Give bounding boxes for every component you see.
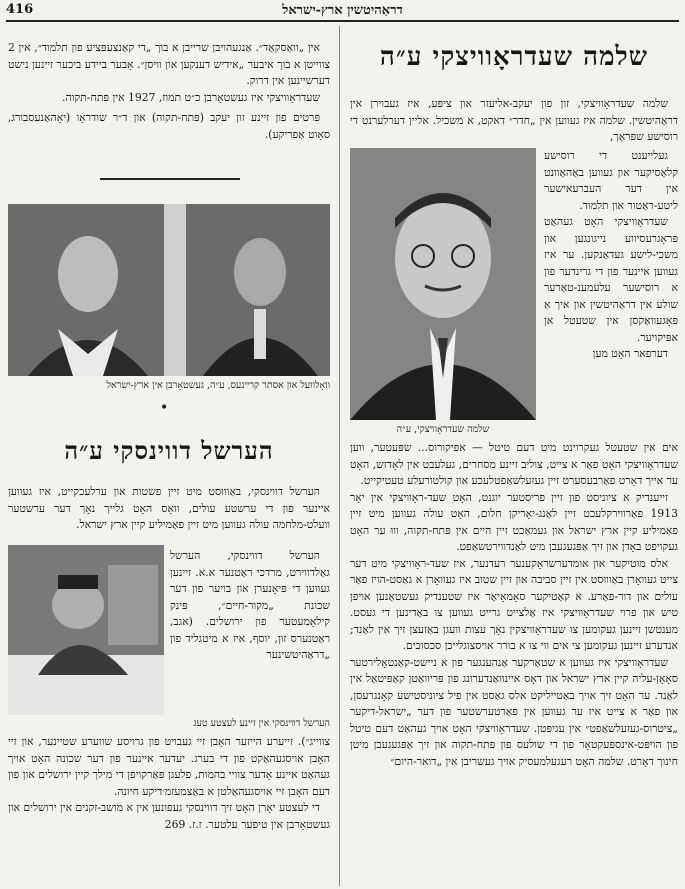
article-two-intro: [8, 484, 330, 534]
article-one-paragraph: אים אין שטעטל געקרוינט מיט דעם טיטל — אפּיקורוס... שפּעטער, ווען שעדראָוויצקי האָט פאַר א צייט, צוליב זיינע מסחרים, געלעבט אין לאָדזש, האָט ער אייך דאָרט פאַרבעסערט זיין געזעלשאַפטלעכע און קולטורעלע טעטיקייט.: [350, 441, 678, 487]
article-one-body: [350, 440, 678, 770]
top-left-continuation: [8, 40, 330, 143]
dvinsky-photo: [8, 545, 164, 715]
couple-photo: [8, 204, 330, 376]
running-title: דראַהיטשין ארץ-ישראל: [282, 3, 403, 18]
page-number: 416: [6, 2, 34, 17]
article-two-continuation: [8, 734, 330, 833]
continuation-paragraph: שעדראָוויצקי איז געשטאָרבן כ״ט תמוז, 1927 אין פּתח-תקוה.: [62, 90, 320, 104]
continuation-paragraph: אין „וואַסקאַד״. אַנגעהויבן שרייבן א בוך „די קאַנצעפּציע פון תלמוד״, אין 2 צווייטן א בוך איבער „אידיש דענקען און וויסן״. אָבער ביידע ביכער זיינען נישט דערשיינען אין דרוק.: [8, 41, 330, 87]
column-divider: [339, 26, 340, 886]
dvinsky-photo-caption: הערשל דווינסקי אין זיינע לעצטע טעג: [193, 718, 330, 729]
article-one-paragraph: שעדראָוויצקי איז געווען א שטאַרקער אַנהענגער פון א ניישט-קאַנטאָלירטער סאָאָן-עליה קיין ארץ ישראל און דאָס איינוואַנדערונג פון פּריוואַטן קאַפּיטאַל אין לאַנד. ער האָט זיך אויך באַטייליקט אלס גאַסט אין פיל ציוניסטישע קאָנגרעסן, און פאַר א צייט איז ער געווען אין פאַרטערשטער פון דער „ישראל-דיקער „ציטרוס-געזעלשאַפט״ אין עגיפּטן. שעדראָוויצקי האָט אויך געהאַט דעם טיטל פון הויפּט-אינספּעקטאָר פון די שולעס פון פּתח-תקוה און זיך אַפּגעגעבן מיטן חינוך דאָרט. שלמה האָט רעגעלמעסיק אויך געשריבן אין „דואר-היום״: [350, 655, 678, 768]
article-two-side-text: [170, 548, 330, 664]
article-two-paragraph: הערשל דווינסקי, באַוווּסט מיט זיין פשטות און ערלעכקייט, איז געווען איינער פון די ערשטע עולים, וואָס האָט גלייך נאָך דער ערשטער וועלט-מלחמה עולה געווען מיט זיין פאַמיליע קיין ארץ ישראל.: [8, 485, 330, 531]
article-two-title: הערשל דווינסקי ע״ה: [64, 436, 274, 465]
article-one-side-paragraph: שעדראָוויצקי האָט געהאַט פּראָגרעסיווע נייגונגען און משכי-לישע געדאַנקען. ער איז געווען איינער פון די גרינדער פון א רוסישער עלעמענ-טאַרער שולע אין דראַהיטשין און איך אַ פּאָגעוואַקסן אין שטעטל אן אפּיקויער.: [544, 215, 678, 344]
portrait-caption: שלמה שעדראָוויצקי, ע״ה: [396, 424, 490, 435]
sources-paragraph: פּרטים פון זיינע זון יעקב (פּתח-תקוה) און ד״ר שודראָו (יאָהאַנעסבורג, סאָוט אַפריקע).: [8, 111, 330, 141]
article-one-side-paragraph: דערפאר האָט מען: [592, 347, 668, 360]
page-header: [6, 0, 679, 22]
separator-bullet: •: [160, 400, 169, 416]
article-one-paragraph: אלס מוטיקער און אומדערשראָקענער רעדנער, איז שעד-ראָוויצקי מיט דער צייט געוואָרן באַוווּסט אין זיין סביבה און זיין שטוב איז געוואָרן א גאַסט-הויז פאַר עולים און דור-פּאַרע. א קאַטיקער סאָמאָיאַר איז שטענדיק געשטאַנען אויפן טיש און פרוי שעדראָוויצקי איז אַלצייט גרייט געווען צו באַדינען די געסט. מענטשן זיינען געקומען צו שעדראָוויצקין נאָך עצות וועגן באַזעצן זיך אין לאַנד; אנדערע זיינען געקומען צי אים ווי צו א בורר אויסצוגלייכן סכסוכים.: [350, 556, 678, 652]
article-one-side-text: [544, 148, 678, 363]
article-one-intro: [350, 96, 678, 146]
article-two-paragraph: צווייג״). זייערע הייזער האָבן זיי געבויט פון גרויסע שווערע שטיינער, און זיי האָבן אויסגעהאַקט פון די בערג. יעדער איינער פון דער שכונה האָט אויך געהאַט איינע אָדער צוויי בהמות, פלעגן פּאַרקויפן די מילך קיין ירושלים און פון דעם האָבן זיי אויסגעהאַלטן א באַצמעזמ׳דיקע חיונה.: [8, 735, 330, 798]
portrait-photo: [350, 148, 536, 420]
section-ornament: [100, 178, 240, 180]
article-two-paragraph: די לעצטע יאָרן האָט זיך דווינסקי געפונען אין א מושב-זקנים אין ירושלים און געשטאָרבן אין טיפער עלטער. ז.ז. 269: [8, 801, 330, 831]
article-one-paragraph: זייענדיק א ציוניסט פון זיין פריסטער יוגנט, האָט שעד-ראָוויצקי אין יאָר 1913 פאַרווירקלעכט זיין לאַנג-יאָריקן חלום, האָט עולה געווען מיט זיין פאַמיליע קיין ארץ ישראל און געמאַכט זיין היים אין פּתח-תקוה, וווּ ער האָט געקויפט באָדן און זיך אַפּגעגעבן מיט לאַנדווירטשאַפט.: [350, 490, 678, 553]
article-one-title: שלמה שעדראָוויצקי ע״ה: [379, 42, 649, 72]
article-one-side-paragraph: געלייענט די רוסישע קלאַסיקער און געווען באַהאַוונט אין דער העברעאישער ליטע-ראַטור און תלמוד.: [544, 149, 678, 212]
article-two-side-paragraph: הערשל דווינסקי, הערשל גאַלדווירט, מרדכי ראַטנער א.א. זיינען געווען די פּיאָנערן און בויער פון דער שכונת „מקור-חיים״, פּינק קילאָמעטער פון ירושלים. (אגב, ראַטנערס זון, יוסף, איז א מיטגליד פון „דראַהיטשינער: [170, 549, 330, 661]
couple-photo-caption: וואָלוועל און אסתר קריינעס, ע״ה, געשטאָרבן אין ארץ-ישראל: [106, 380, 330, 391]
article-one-paragraph: שלמה שעדראָוויצקי, זון פון יעקב-אליעזר און ציפּע, איז געבוירן אין דראַהיטשין. שלמה איז געווען אין „חדר״ דאקט, א משכיל. אליין דערלערנט די רוסישע שפּראַך,: [350, 97, 678, 143]
